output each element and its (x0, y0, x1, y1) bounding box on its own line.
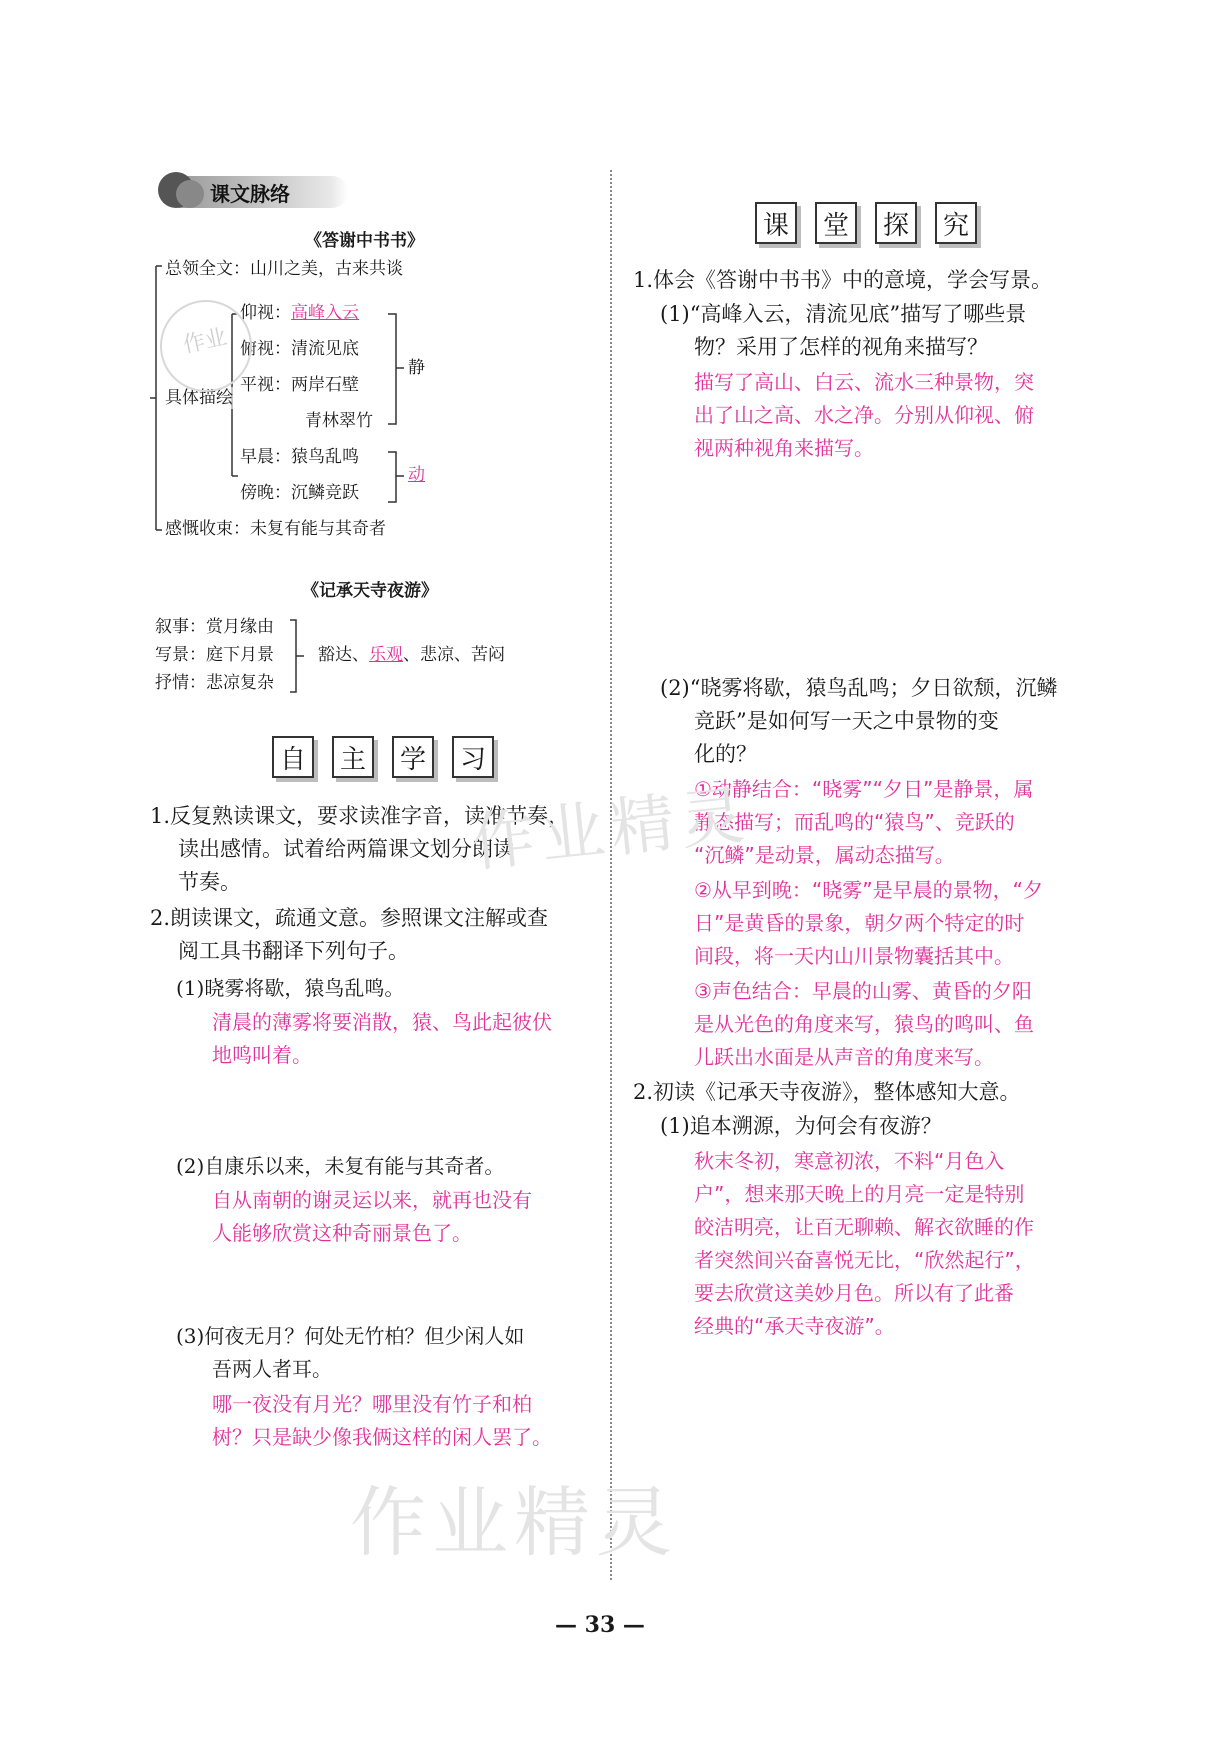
ketang-q1-2-line: (2)“晓雾将歇，猿鸟乱鸣；夕日欲颓，沉鳞 (660, 676, 1058, 700)
zizhu-q1-line: 1.反复熟读课文，要求读准字音，读准节奏， (150, 804, 570, 828)
page-number: — 33 — (555, 1612, 645, 1638)
column-divider (610, 170, 612, 1580)
zizhu-title (272, 736, 494, 778)
ketang-a2-1-line: 户”，想来那天晚上的月亮一定是特别 (694, 1182, 1025, 1206)
zizhu-q2-line: 2.朗读课文，疏通文意。参照课文注解或查 (150, 906, 549, 930)
ketang-a2-1-line: 秋末冬初，寒意初浓，不料“月色入 (694, 1149, 1005, 1173)
zizhu-q1-line: 节奏。 (178, 870, 241, 894)
zizhu-a2-line: 人能够欣赏这种奇丽景色了。 (212, 1221, 472, 1245)
ketang-q1-2-line: 化的？ (694, 742, 757, 766)
outline2-mood (318, 644, 505, 666)
section-header (158, 172, 348, 212)
zizhu-a3-line: 树？只是缺少像我俩这样的闲人罢了。 (212, 1425, 552, 1449)
zizhu-q1-line: 读出感情。试着给两篇课文划分朗读 (178, 837, 514, 861)
ketang-q1-1-line: 物？采用了怎样的视角来描写？ (694, 335, 988, 359)
zizhu-title-char: 习 (452, 736, 494, 778)
outline1-dong: 动 (408, 465, 425, 485)
zizhu-q2-line: 阅工具书翻译下列句子。 (178, 939, 409, 963)
watermark: 作业精灵 (467, 778, 754, 882)
ketang-a2-1-line: 皎洁明亮，让百无聊赖、解衣欲睡的作 (694, 1215, 1034, 1239)
outline1-bang: 傍晚：沉鳞竞跃 (240, 483, 359, 503)
outline1-lead: 总领全文：山川之美，古来共谈 (165, 259, 403, 279)
zizhu-s1: (1)晓雾将歇，猿鸟乱鸣。 (176, 976, 405, 1000)
ketang-a1-2-line: ①动静结合：“晓雾”“夕日”是静景，属 (694, 777, 1034, 801)
zizhu-title-char: 主 (332, 736, 374, 778)
ketang-title (755, 202, 977, 244)
ketang-q2: 2.初读《记承天寺夜游》，整体感知大意。 (633, 1080, 1021, 1104)
outline2-l3: 抒情：悲凉复杂 (155, 673, 274, 693)
outline2-l1: 叙事：赏月缘由 (155, 617, 274, 637)
ketang-title-char: 课 (755, 202, 797, 244)
ketang-q1: 1.体会《答谢中书书》中的意境，学会写景。 (633, 268, 1053, 292)
zizhu-a3-line: 哪一夜没有月光？哪里没有竹子和柏 (212, 1392, 532, 1416)
zizhu-title-char: 自 (272, 736, 314, 778)
ketang-a1-2-line: 儿跃出水面是从声音的角度来写。 (694, 1045, 994, 1069)
zizhu-s3-line: (3)何夜无月？何处无竹柏？但少闲人如 (176, 1324, 525, 1348)
outline2-mood-answer: 乐观 (369, 645, 403, 665)
outline1-zao: 早晨：猿鸟乱鸣 (240, 447, 359, 467)
ketang-a2-1-line: 要去欣赏这美妙月色。所以有了此番 (694, 1281, 1014, 1305)
ketang-a1-2-line: ②从早到晚：“晓雾”是早晨的景物，“夕 (694, 878, 1044, 902)
section-header-label: 课文脉络 (210, 182, 290, 206)
ketang-a1-2-line: ③声色结合：早晨的山雾、黄昏的夕阳 (694, 979, 1032, 1003)
ketang-a1-1-line: 出了山之高、水之净。分别从仰视、俯 (694, 403, 1034, 427)
ketang-a2-1-line: 者突然间兴奋喜悦无比，“欣然起行”， (694, 1248, 1035, 1272)
outline1-end: 感慨收束：未复有能与其奇者 (165, 519, 386, 539)
outline1-group-label: 具体描绘 (165, 388, 233, 408)
ketang-title-char: 究 (935, 202, 977, 244)
ketang-q1-1-line: (1)“高峰入云，清流见底”描写了哪些景 (660, 302, 1027, 326)
zizhu-s2: (2)自康乐以来，未复有能与其奇者。 (176, 1154, 505, 1178)
outline2-mood-a: 豁达、 (318, 645, 369, 665)
outline1-ping2: 青林翠竹 (305, 411, 373, 431)
ketang-title-char: 堂 (815, 202, 857, 244)
ketang-title-char: 探 (875, 202, 917, 244)
outline1-yang (240, 302, 359, 324)
outline2-brace (286, 616, 320, 700)
zizhu-s3-line: 吾两人者耳。 (212, 1357, 332, 1381)
outline1-yang-answer: 高峰入云 (291, 303, 359, 323)
outline1-fu: 俯视：清流见底 (240, 339, 359, 359)
ketang-a1-1-line: 描写了高山、白云、流水三种景物，突 (694, 370, 1034, 394)
zizhu-a1-line: 清晨的薄雾将要消散，猿、鸟此起彼伏 (212, 1010, 552, 1034)
outline2-l2: 写景：庭下月景 (155, 645, 274, 665)
stamp-mark-text: 作业 (180, 324, 230, 359)
ketang-a1-2-line: 是从光色的角度来写，猿鸟的鸣叫、鱼 (694, 1012, 1034, 1036)
zizhu-title-char: 学 (392, 736, 434, 778)
ketang-a1-2-line: 间段，将一天内山川景物囊括其中。 (694, 944, 1014, 968)
zizhu-a1-line: 地鸣叫着。 (212, 1043, 312, 1067)
ketang-a1-2-line: “沉鳞”是动景，属动态描写。 (694, 843, 955, 867)
ketang-a1-2-line: 日”是黄昏的景象，朝夕两个特定的时 (694, 911, 1025, 935)
outline1-ping1: 平视：两岸石壁 (240, 375, 359, 395)
zizhu-a2-line: 自从南朝的谢灵运以来，就再也没有 (212, 1188, 532, 1212)
ketang-a2-1-line: 经典的“承天寺夜游”。 (694, 1314, 895, 1338)
watermark: 作业精灵 (350, 1478, 678, 1567)
ketang-a1-1-line: 视两种视角来描写。 (694, 436, 874, 460)
ketang-a1-2-line: 静态描写；而乱鸣的“猿鸟”、竞跃的 (694, 810, 1015, 834)
ketang-q1-2-line: 竞跃”是如何写一天之中景物的变 (694, 709, 999, 733)
ketang-q2-1: (1)追本溯源，为何会有夜游？ (660, 1114, 942, 1138)
outline2-mood-b: 、悲凉、苦闷 (403, 645, 505, 665)
outline2-title: 《记承天寺夜游》 (302, 581, 438, 601)
outline1-yang-label: 仰视： (240, 303, 291, 323)
outline1-jing: 静 (408, 358, 425, 378)
outline1-title: 《答谢中书书》 (305, 231, 424, 251)
